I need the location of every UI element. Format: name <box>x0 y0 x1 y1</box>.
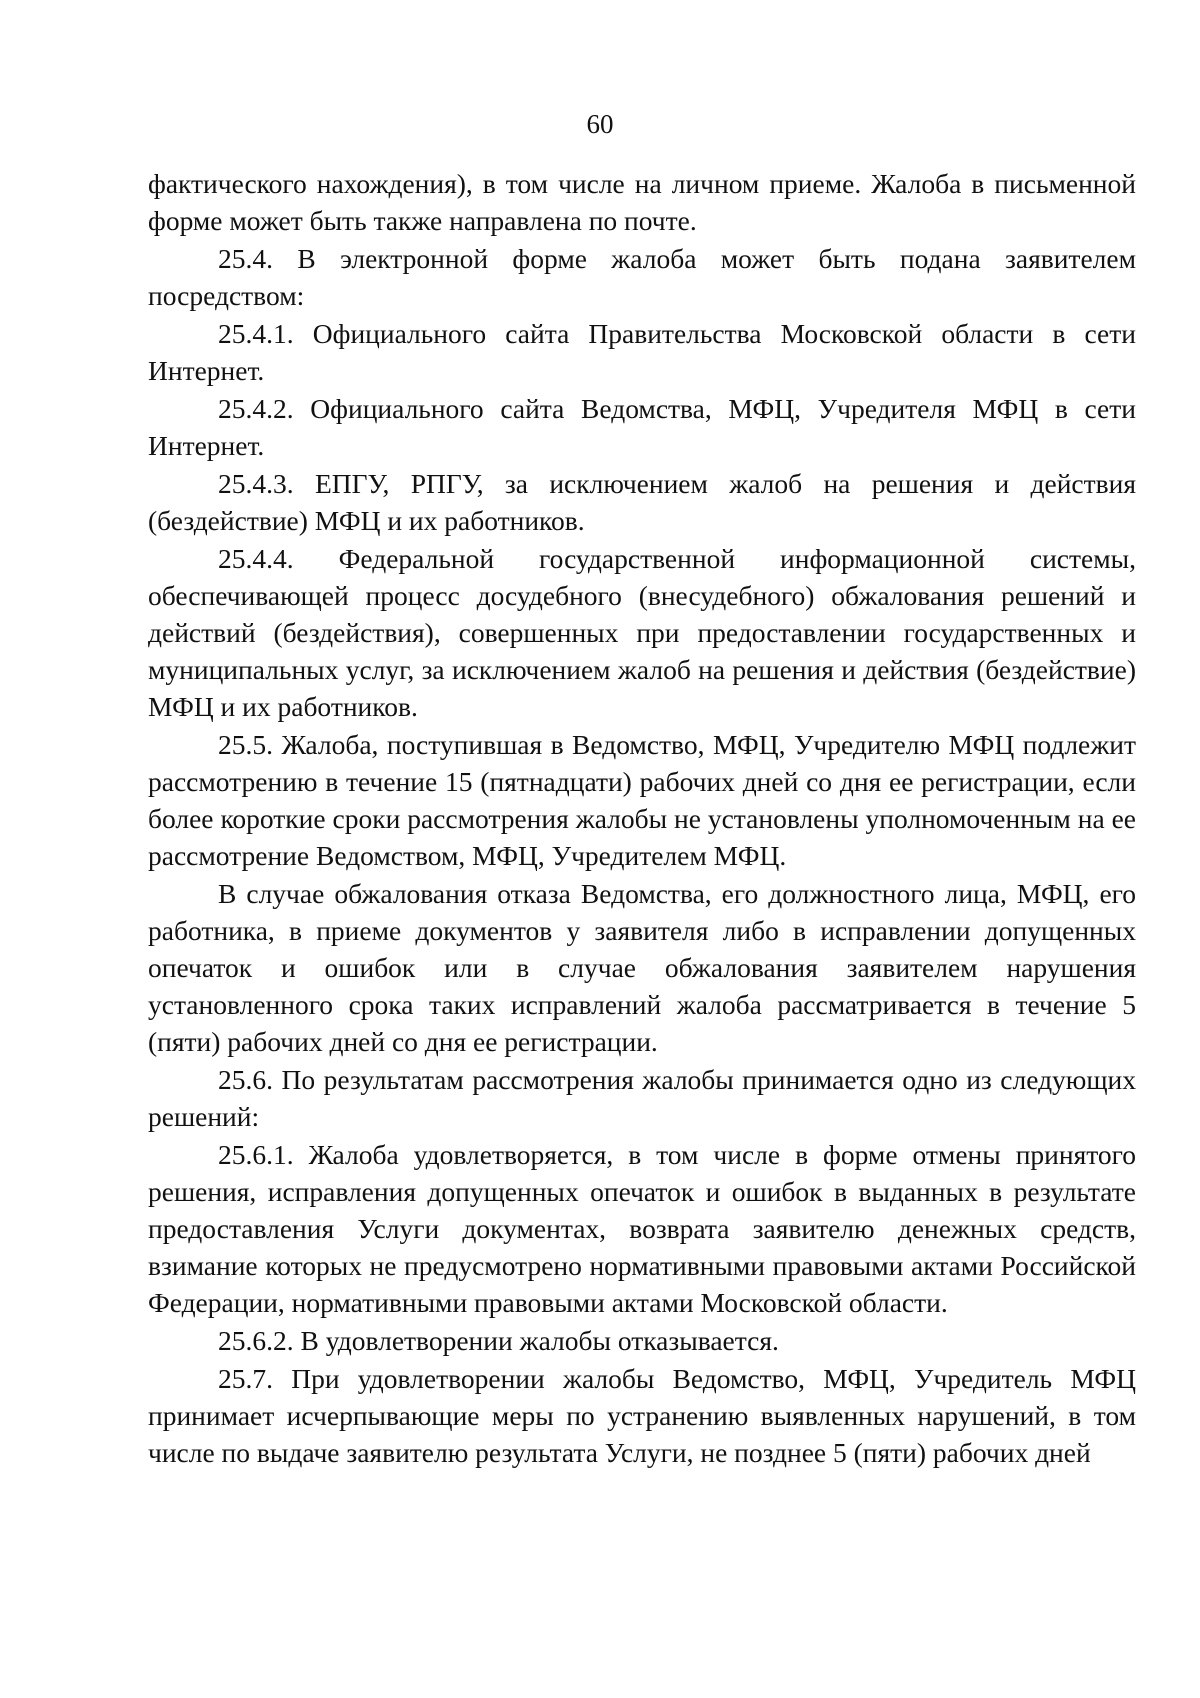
paragraph-25-5-continued: В случае обжалования отказа Ведомства, его должностного лица, МФЦ, его работника, в приеме документов у заявителя либо в исправлении допущенных опечаток и ошибок или в случае обжалования заявителем нарушения установленного срока таких исправлений жалоба рассматривается в течение 5 (пяти) рабочих дней со дня ее регистрации. <box>148 878 1136 1057</box>
page-number: 60 <box>586 109 614 139</box>
paragraph-25-5: 25.5. Жалоба, поступившая в Ведомство, МФЦ, Учредителю МФЦ подлежит рассмотрению в течение 15 (пятнадцати) рабочих дней со дня ее регистрации, если более короткие сроки рассмотрения жалобы не установлены уполномоченным на ее рассмотрение Ведомством, МФЦ, Учредителем МФЦ. <box>148 729 1136 871</box>
paragraph-25-6: 25.6. По результатам рассмотрения жалобы принимается одно из следующих решений: <box>148 1064 1136 1132</box>
paragraph-25-6-1: 25.6.1. Жалоба удовлетворяется, в том числе в форме отмены принятого решения, исправления допущенных опечаток и ошибок в выданных в результате предоставления Услуги документах, возврата заявителю денежных средств, взимание которых не предусмотрено нормативными правовыми актами Российской Федерации, нормативными правовыми актами Московской области. <box>148 1139 1136 1318</box>
paragraph-25-4: 25.4. В электронной форме жалоба может быть подана заявителем посредством: <box>148 243 1136 311</box>
document-body <box>148 165 1136 1472</box>
paragraph-25-4-3: 25.4.3. ЕПГУ, РПГУ, за исключением жалоб на решения и действия (бездействие) МФЦ и их работников. <box>148 468 1136 536</box>
paragraph-1: фактического нахождения), в том числе на личном приеме. Жалоба в письменной форме может быть также направлена по почте. <box>148 168 1136 236</box>
paragraph-25-4-4: 25.4.4. Федеральной государственной информационной системы, обеспечивающей процесс досудебного (внесудебного) обжалования решений и действий (бездействия), совершенных при предоставлении государственных и муниципальных услуг, за исключением жалоб на решения и действия (бездействие) МФЦ и их работников. <box>148 543 1136 722</box>
paragraph-25-4-2: 25.4.2. Официального сайта Ведомства, МФЦ, Учредителя МФЦ в сети Интернет. <box>148 393 1136 461</box>
paragraph-25-7: 25.7. При удовлетворении жалобы Ведомство, МФЦ, Учредитель МФЦ принимает исчерпывающие меры по устранению выявленных нарушений, в том числе по выдаче заявителю результата Услуги, не позднее 5 (пяти) рабочих дней <box>148 1363 1136 1468</box>
paragraph-25-4-1: 25.4.1. Официального сайта Правительства Московской области в сети Интернет. <box>148 318 1136 386</box>
paragraph-25-6-2: 25.6.2. В удовлетворении жалобы отказывается. <box>218 1325 779 1356</box>
